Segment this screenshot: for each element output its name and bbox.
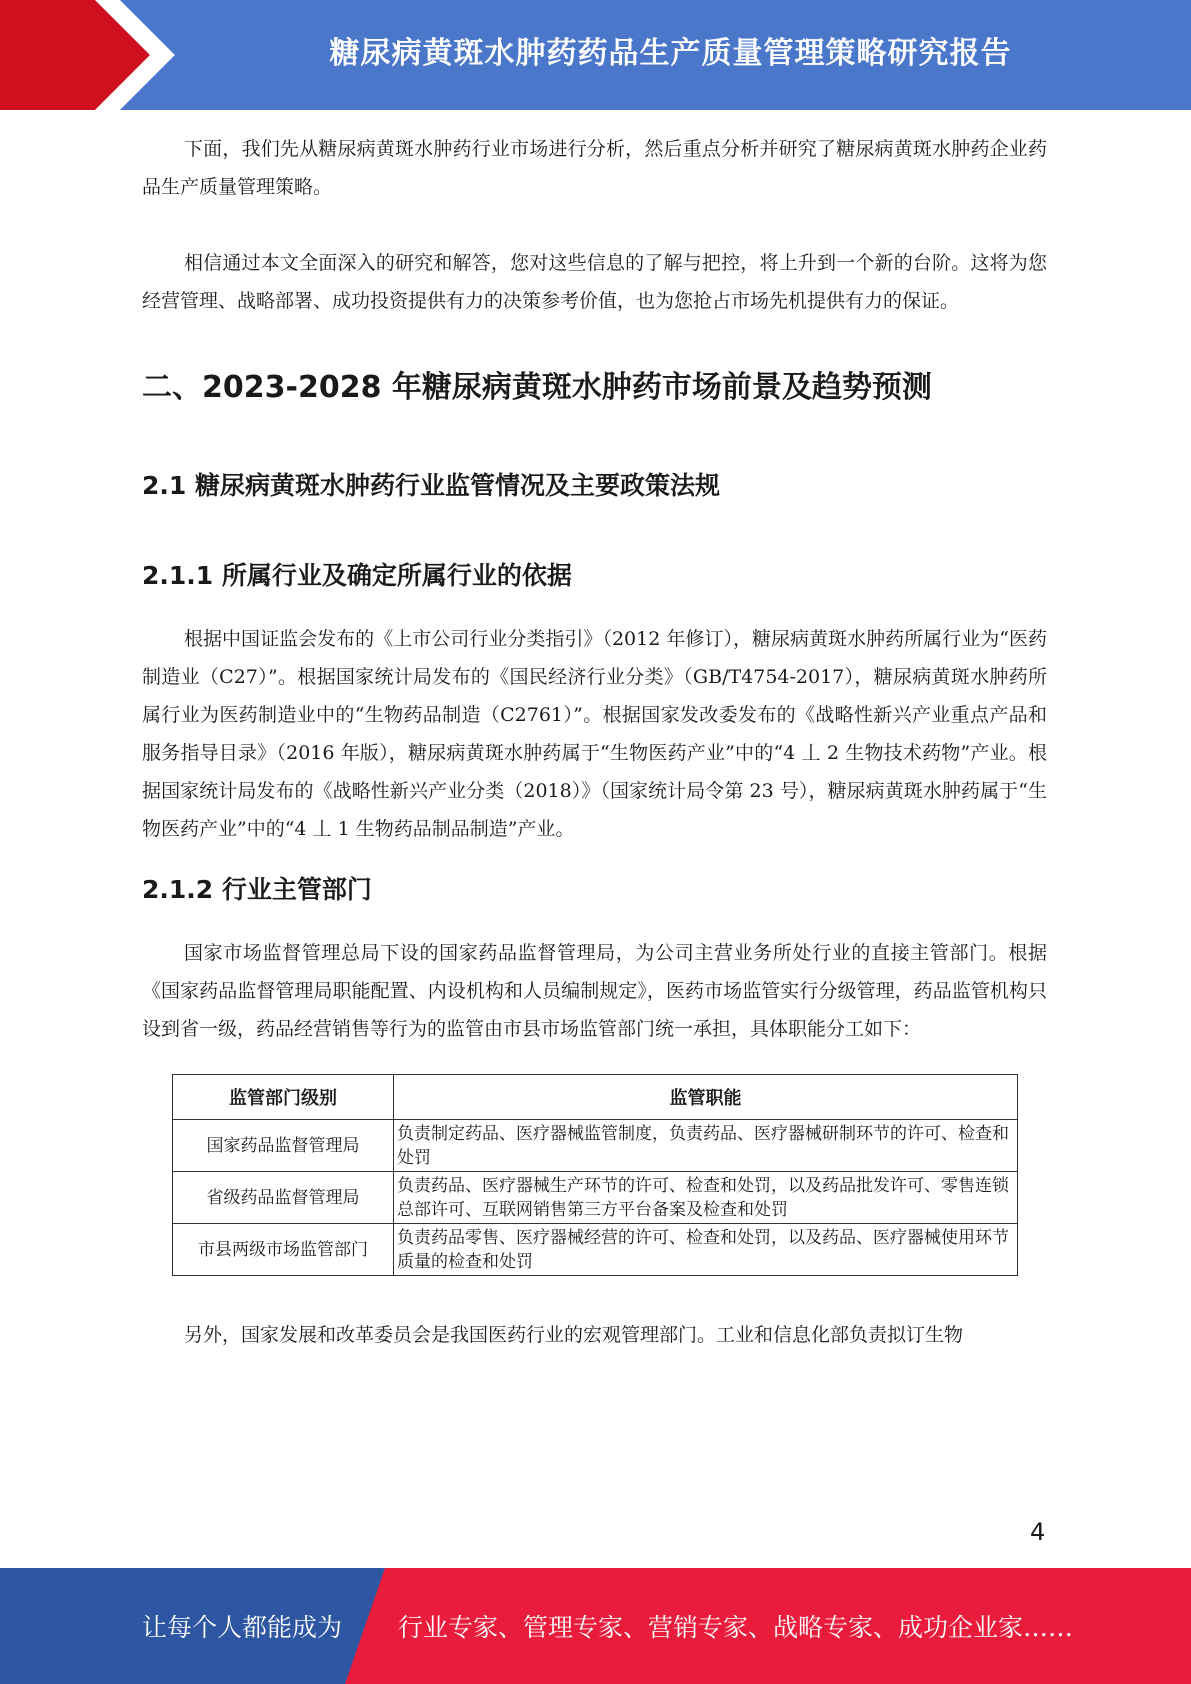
table-cell-level: 市县两级市场监管部门 bbox=[173, 1224, 394, 1276]
page-number: 4 bbox=[1030, 1518, 1046, 1546]
page-content bbox=[142, 130, 1047, 1354]
footer-slogan-right: 行业专家、管理专家、营销专家、战略专家、成功企业家…… bbox=[398, 1613, 1074, 1642]
table-row bbox=[173, 1172, 1018, 1224]
table-header-cell: 监管职能 bbox=[394, 1075, 1018, 1120]
section-2-1-2-body: 国家市场监督管理总局下设的国家药品监督管理局，为公司主营业务所处行业的直接主管部门。根据《国家药品监督管理局职能配置、内设机构和人员编制规定》，医药市场监管实行分级管理，药品监管机构只设到省一级，药品经营销售等行为的监管由市县市场监管部门统一承担，具体职能分工如下： bbox=[142, 942, 1047, 1040]
table-cell-level: 国家药品监督管理局 bbox=[173, 1120, 394, 1172]
section-2-1-1-body: 根据中国证监会发布的《上市公司行业分类指引》（2012 年修订），糖尿病黄斑水肿药所属行业为“医药制造业（C27）”。根据国家统计局发布的《国民经济行业分类》（GB/T4754-2017），糖尿病黄斑水肿药所属行业为医药制造业中的“生物药品制造（C2761）”。根据国家发改委发布的《战略性新兴产业重点产品和服务指导目录》（2016 年版），糖尿病黄斑水肿药属于“生物医药产业”中的“4 丄 2 生物技术药物”产业。根据国家统计局发布的《战略性新兴产业分类（2018）》（国家统计局令第 23 号），糖尿病黄斑水肿药属于“生物医药产业”中的“4 丄 1 生物药品制品制造”产业。 bbox=[142, 628, 1047, 840]
page-footer bbox=[0, 1568, 1191, 1684]
table-cell-duty: 负责药品零售、医疗器械经营的许可、检查和处罚，以及药品、医疗器械使用环节质量的检查和处罚 bbox=[394, 1224, 1018, 1276]
table-header-row bbox=[173, 1075, 1018, 1120]
section-2-1-2-continuation: 另外，国家发展和改革委员会是我国医药行业的宏观管理部门。工业和信息化部负责拟订生物 bbox=[184, 1324, 964, 1346]
table-row bbox=[173, 1224, 1018, 1276]
table-cell-duty: 负责制定药品、医疗器械监管制度，负责药品、医疗器械研制环节的许可、检查和处罚 bbox=[394, 1120, 1018, 1172]
section-2-1-heading: 2.1 糖尿病黄斑水肿药行业监管情况及主要政策法规 bbox=[142, 471, 720, 500]
section-2-1-2-heading: 2.1.2 行业主管部门 bbox=[142, 875, 372, 904]
page-header bbox=[0, 0, 1191, 110]
regulator-table bbox=[172, 1074, 1018, 1276]
table-header-cell: 监管部门级别 bbox=[173, 1075, 394, 1120]
table-cell-level: 省级药品监督管理局 bbox=[173, 1172, 394, 1224]
intro-paragraph-2: 相信通过本文全面深入的研究和解答，您对这些信息的了解与把控，将上升到一个新的台阶。这将为您经营管理、战略部署、成功投资提供有力的决策参考价值，也为您抢占市场先机提供有力的保证。 bbox=[142, 252, 1047, 312]
report-title: 糖尿病黄斑水肿药药品生产质量管理策略研究报告 bbox=[329, 36, 1012, 71]
table-row bbox=[173, 1120, 1018, 1172]
section-2-1-1-heading: 2.1.1 所属行业及确定所属行业的依据 bbox=[142, 561, 572, 590]
footer-slogan-left: 让每个人都能成为 bbox=[142, 1613, 343, 1642]
intro-paragraph-1: 下面，我们先从糖尿病黄斑水肿药行业市场进行分析，然后重点分析并研究了糖尿病黄斑水肿药企业药品生产质量管理策略。 bbox=[142, 138, 1047, 198]
table-cell-duty: 负责药品、医疗器械生产环节的许可、检查和处罚，以及药品批发许可、零售连锁总部许可、互联网销售第三方平台备案及检查和处罚 bbox=[394, 1172, 1018, 1224]
section-2-heading: 二、2023-2028 年糖尿病黄斑水肿药市场前景及趋势预测 bbox=[142, 370, 932, 405]
